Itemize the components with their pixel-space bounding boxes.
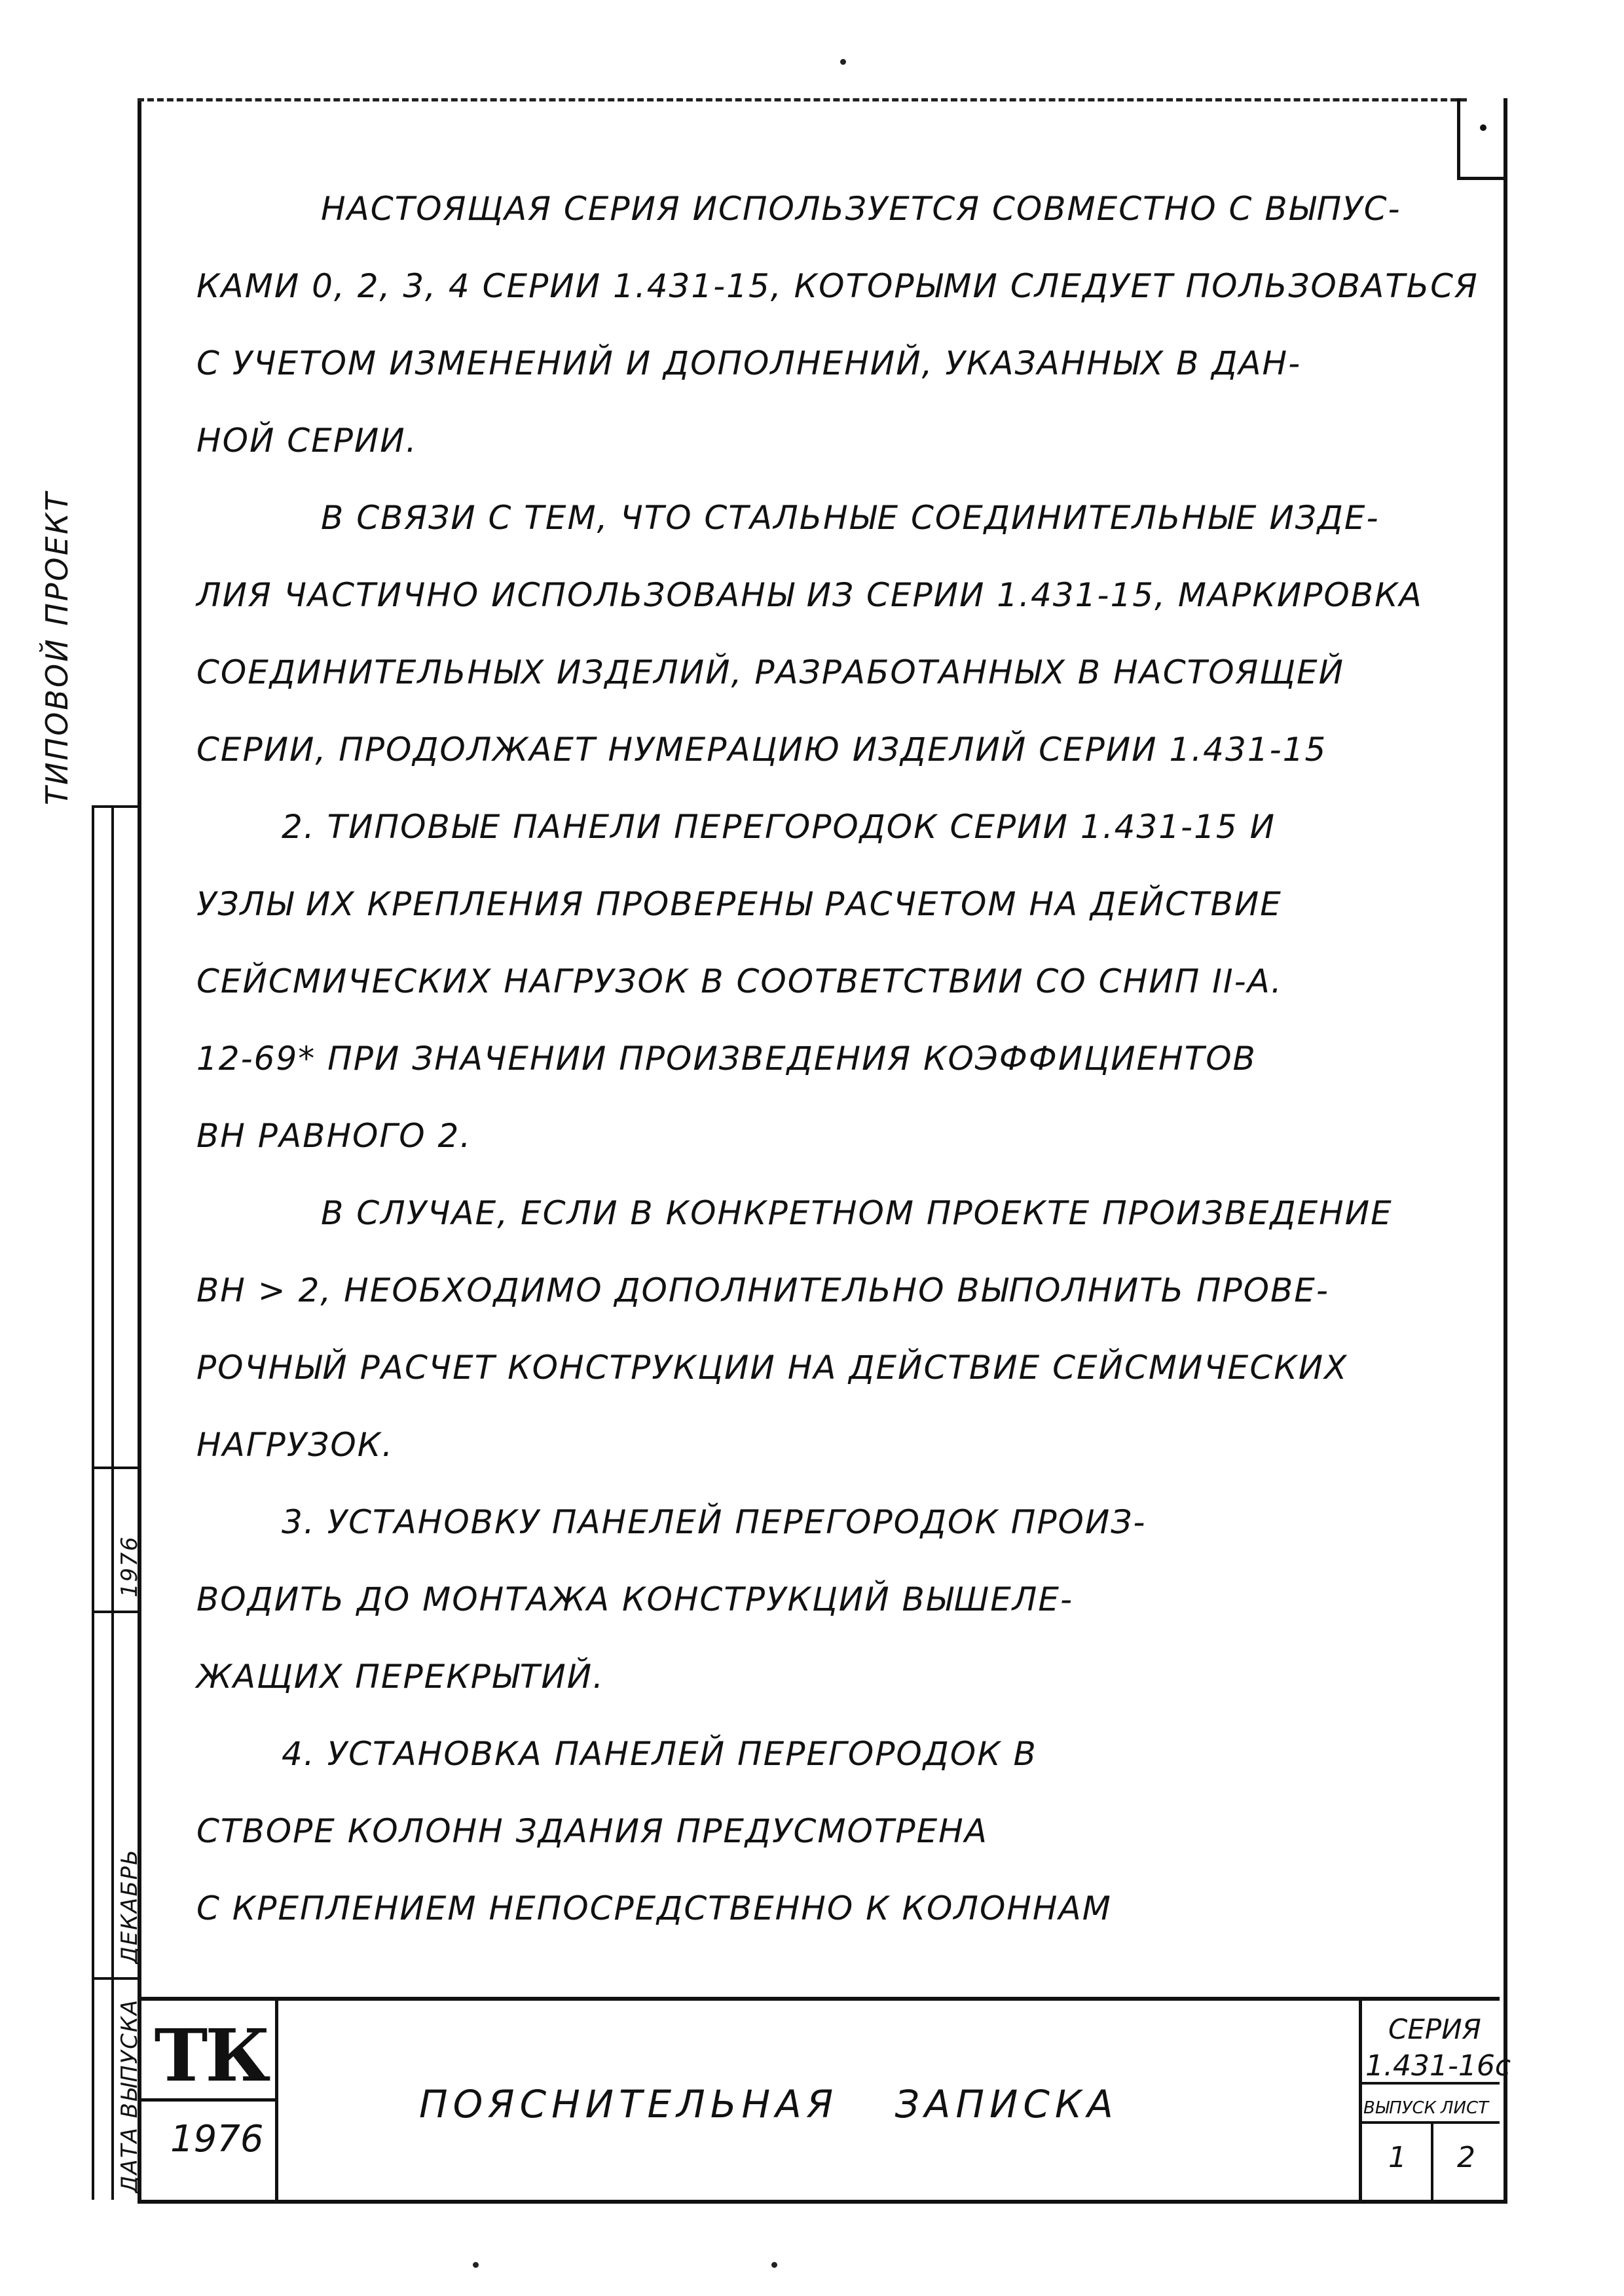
margin-stub-line xyxy=(92,1611,141,1613)
margin-stub-line xyxy=(92,1467,141,1469)
text-line: В СЛУЧАЕ, ЕСЛИ В КОНКРЕТНОМ ПРОЕКТЕ ПРОИЗВЕДЕНИЕ xyxy=(321,1194,1393,1232)
tk-logo: ТК xyxy=(154,2013,268,2098)
text-line: В СВЯЗИ С ТЕМ, ЧТО СТАЛЬНЫЕ СОЕДИНИТЕЛЬНЫЕ ИЗДЕ- xyxy=(321,499,1380,537)
series-label: СЕРИЯ xyxy=(1388,2013,1481,2045)
stub-date-label: ДАТА ВЫПУСКА xyxy=(117,1998,143,2193)
text-line: 4. УСТАНОВКА ПАНЕЛЕЙ ПЕРЕГОРОДОК В xyxy=(282,1735,1037,1773)
title-block-year: 1976 xyxy=(170,2118,264,2160)
frame-top-border xyxy=(138,98,1467,101)
stub-month: ДЕКАБРЬ xyxy=(117,1848,143,1964)
text-line: РОЧНЫЙ РАСЧЕТ КОНСТРУКЦИИ НА ДЕЙСТВИЕ СЕЙСМИЧЕСКИХ xyxy=(196,1349,1348,1387)
title-block-divider xyxy=(1359,2121,1500,2124)
issue-label: ВЫПУСК xyxy=(1363,2098,1437,2118)
series-code: 1.431-16с xyxy=(1365,2049,1511,2083)
margin-stub-inner xyxy=(111,805,114,2200)
title-block-divider xyxy=(1431,2121,1433,2200)
corner-mark xyxy=(1480,124,1486,131)
text-line: НАГРУЗОК. xyxy=(196,1426,394,1464)
title-block-divider xyxy=(1359,1997,1362,2200)
scan-speck xyxy=(840,59,846,65)
text-line: ВОДИТЬ ДО МОНТАЖА КОНСТРУКЦИЙ ВЫШЕЛЕ- xyxy=(196,1580,1074,1618)
text-line: СТВОРЕ КОЛОНН ЗДАНИЯ ПРЕДУСМОТРЕНА xyxy=(196,1812,988,1850)
text-line: НОЙ СЕРИИ. xyxy=(196,422,418,460)
text-line: ЖАЩИХ ПЕРЕКРЫТИЙ. xyxy=(196,1658,605,1696)
explanatory-text xyxy=(196,170,1480,1947)
text-line: УЗЛЫ ИХ КРЕПЛЕНИЯ ПРОВЕРЕНЫ РАСЧЕТОМ НА ДЕЙСТВИЕ xyxy=(196,885,1282,923)
margin-stub-outer xyxy=(92,805,140,2200)
text-line: СОЕДИНИТЕЛЬНЫХ ИЗДЕЛИЙ, РАЗРАБОТАННЫХ В НАСТОЯЩЕЙ xyxy=(196,653,1344,691)
text-line: ΒΗ РАВНОГО 2. xyxy=(196,1117,472,1155)
title-block-top xyxy=(138,1997,1500,2001)
margin-stub-line xyxy=(92,805,141,808)
scan-speck xyxy=(771,2262,777,2268)
text-line: ЛИЯ ЧАСТИЧНО ИСПОЛЬЗОВАНЫ ИЗ СЕРИИ 1.431-15, МАРКИРОВКА xyxy=(196,576,1423,614)
issue-value: 1 xyxy=(1388,2141,1407,2174)
stub-year: 1976 xyxy=(117,1535,143,1597)
sheet-label: ЛИСТ xyxy=(1441,2098,1489,2118)
text-line: СЕРИИ, ПРОДОЛЖАЕТ НУМЕРАЦИЮ ИЗДЕЛИЙ СЕРИИ 1.431-15 xyxy=(196,731,1327,769)
text-line: 3. УСТАНОВКУ ПАНЕЛЕЙ ПЕРЕГОРОДОК ПРОИЗ- xyxy=(282,1503,1147,1541)
text-line: 12-69* ПРИ ЗНАЧЕНИИ ПРОИЗВЕДЕНИЯ КОЭФФИЦИЕНТОВ xyxy=(196,1040,1257,1078)
text-line: КАМИ 0, 2, 3, 4 СЕРИИ 1.431-15, КОТОРЫМИ СЛЕДУЕТ ПОЛЬЗОВАТЬСЯ xyxy=(196,267,1479,305)
corner-stamp-box xyxy=(1457,98,1506,180)
margin-stub-line xyxy=(92,1977,141,1980)
title-block-divider xyxy=(275,1997,278,2200)
document-title: ПОЯСНИТЕЛЬНАЯ ЗАПИСКА xyxy=(419,2082,1118,2126)
scan-speck xyxy=(473,2262,479,2268)
text-line: С КРЕПЛЕНИЕМ НЕПОСРЕДСТВЕННО К КОЛОННАМ xyxy=(196,1889,1112,1927)
title-block-divider xyxy=(138,2098,275,2102)
text-line: ΒΗ > 2, НЕОБХОДИМО ДОПОЛНИТЕЛЬНО ВЫПОЛНИТЬ ПРОВЕ- xyxy=(196,1271,1329,1309)
text-line: 2. ТИПОВЫЕ ПАНЕЛИ ПЕРЕГОРОДОК СЕРИИ 1.431-15 И xyxy=(282,808,1276,846)
text-line: С УЧЕТОМ ИЗМЕНЕНИЙ И ДОПОЛНЕНИЙ, УКАЗАННЫХ В ДАН- xyxy=(196,344,1302,382)
text-line: НАСТОЯЩАЯ СЕРИЯ ИСПОЛЬЗУЕТСЯ СОВМЕСТНО С ВЫПУС- xyxy=(321,190,1401,228)
sheet-value: 2 xyxy=(1457,2141,1475,2174)
margin-vertical-note: ТИПОВОЙ ПРОЕКТ xyxy=(39,490,75,805)
text-line: СЕЙСМИЧЕСКИХ НАГРУЗОК В СООТВЕТСТВИИ СО СНИП II-А. xyxy=(196,962,1283,1000)
